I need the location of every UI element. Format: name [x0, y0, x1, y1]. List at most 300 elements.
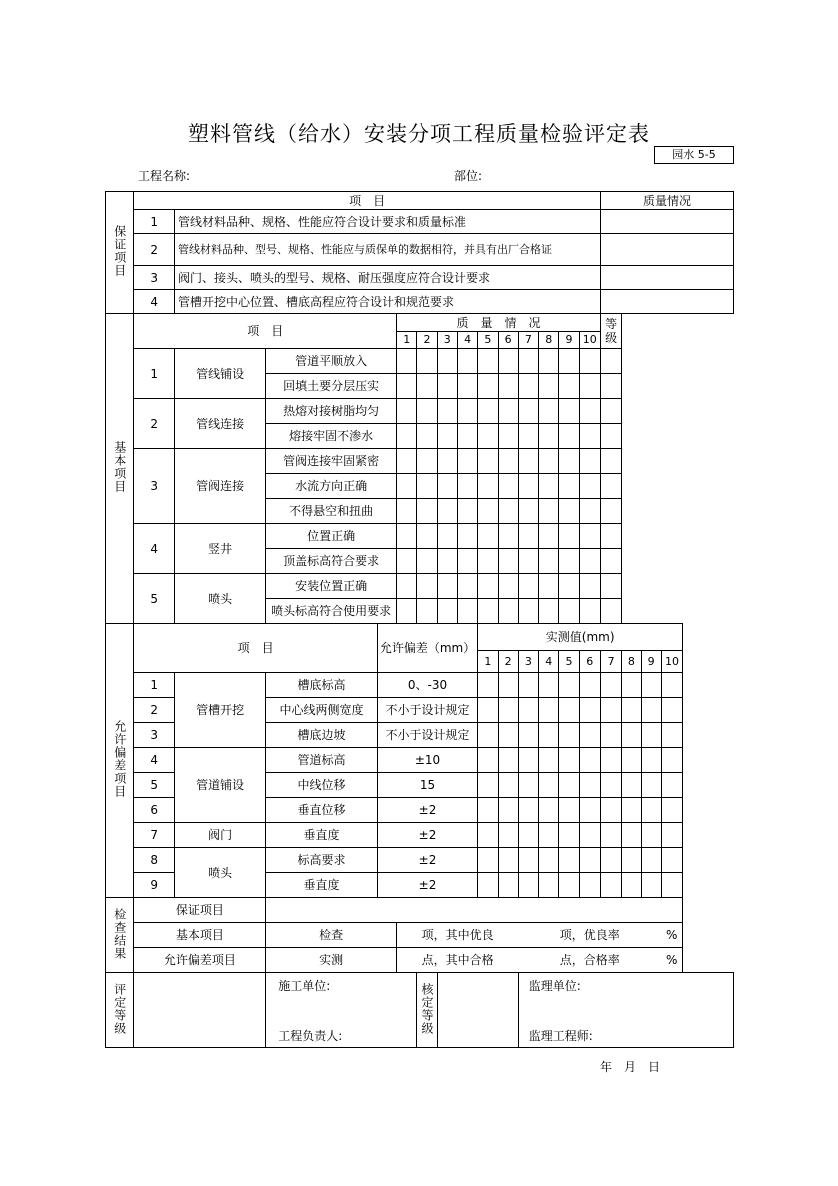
basic-grade-cell[interactable]	[600, 499, 621, 524]
allowable-measured-cell[interactable]	[559, 873, 579, 898]
verify-grade-label	[417, 973, 437, 1048]
allowable-measured-cell[interactable]	[622, 698, 641, 723]
basic-quality-cell[interactable]	[478, 399, 498, 424]
allowable-row-no: 2	[134, 698, 175, 723]
allowable-measured-cell[interactable]	[559, 673, 579, 698]
allowable-tolerance: ±10	[377, 748, 477, 773]
allowable-tolerance: ±2	[377, 823, 477, 848]
allowable-measured-cell[interactable]	[600, 723, 621, 748]
basic-quality-cell[interactable]	[559, 549, 579, 574]
basic-quality-cell[interactable]	[579, 574, 600, 599]
allowable-measured-cell[interactable]	[641, 698, 661, 723]
basic-col-number: 4	[457, 332, 477, 349]
basic-group-name: 管线铺设	[174, 349, 265, 399]
basic-grade-cell[interactable]	[600, 574, 621, 599]
allowable-item: 中心线两侧宽度	[266, 698, 378, 723]
allowable-measured-cell[interactable]	[579, 723, 600, 748]
basic-grade-cell[interactable]	[600, 449, 621, 474]
guarantee-row-text: 管线材料品种、规格、性能应符合设计要求和质量标准	[174, 210, 600, 234]
basic-quality-cell[interactable]	[498, 399, 518, 424]
basic-quality-cell[interactable]	[559, 349, 579, 374]
basic-quality-cell[interactable]	[579, 399, 600, 424]
allowable-measured-cell[interactable]	[622, 823, 641, 848]
basic-quality-cell[interactable]	[559, 474, 579, 499]
allowable-header-measured: 实测值(mm)	[478, 624, 683, 651]
allowable-measured-cell[interactable]	[498, 723, 518, 748]
allowable-measured-cell[interactable]	[539, 823, 559, 848]
basic-quality-cell[interactable]	[437, 549, 457, 574]
basic-quality-cell[interactable]	[579, 599, 600, 624]
section-label: 检查结果	[112, 907, 127, 960]
guarantee-quality-cell[interactable]	[600, 210, 733, 234]
allowable-measured-cell[interactable]	[579, 673, 600, 698]
basic-item: 不得悬空和扭曲	[266, 499, 397, 524]
basic-grade-cell[interactable]	[600, 399, 621, 424]
allowable-measured-cell[interactable]	[518, 798, 538, 823]
results-basic-label: 基本项目	[134, 923, 266, 948]
basic-quality-cell[interactable]	[457, 424, 477, 449]
basic-col-number: 10	[579, 332, 600, 349]
basic-group-name: 管线连接	[174, 399, 265, 449]
allowable-measured-cell[interactable]	[539, 873, 559, 898]
allowable-measured-cell[interactable]	[539, 698, 559, 723]
guarantee-row-text: 阀门、接头、喷头的型号、规格、耐压强度应符合设计要求	[174, 266, 600, 290]
basic-grade-cell[interactable]	[600, 524, 621, 549]
allowable-measured-cell[interactable]	[579, 698, 600, 723]
allowable-measured-cell[interactable]	[641, 773, 661, 798]
basic-quality-cell[interactable]	[498, 599, 518, 624]
basic-quality-cell[interactable]	[539, 474, 559, 499]
basic-quality-cell[interactable]	[579, 549, 600, 574]
allowable-measured-cell[interactable]	[661, 773, 682, 798]
allowable-col-number: 9	[641, 651, 661, 673]
basic-quality-cell[interactable]	[559, 399, 579, 424]
date-label: 年 月 日	[600, 1060, 661, 1074]
allowable-measured-cell[interactable]	[622, 673, 641, 698]
basic-quality-cell[interactable]	[417, 549, 437, 574]
allowable-measured-cell[interactable]	[518, 848, 538, 873]
allowable-measured-cell[interactable]	[518, 773, 538, 798]
basic-quality-cell[interactable]	[397, 599, 417, 624]
results-allow-rate[interactable]: 点，合格率	[518, 948, 661, 973]
basic-quality-cell[interactable]	[457, 574, 477, 599]
guarantee-quality-cell[interactable]	[600, 234, 733, 266]
basic-quality-cell[interactable]	[457, 524, 477, 549]
basic-quality-cell[interactable]	[518, 374, 538, 399]
basic-quality-cell[interactable]	[478, 474, 498, 499]
allowable-measured-cell[interactable]	[478, 673, 498, 698]
basic-quality-cell[interactable]	[478, 574, 498, 599]
basic-quality-cell[interactable]	[518, 549, 538, 574]
basic-quality-cell[interactable]	[539, 599, 559, 624]
basic-quality-cell[interactable]	[397, 574, 417, 599]
basic-quality-cell[interactable]	[579, 349, 600, 374]
basic-quality-cell[interactable]	[417, 449, 437, 474]
basic-col-number: 9	[559, 332, 579, 349]
basic-quality-cell[interactable]	[579, 499, 600, 524]
allowable-col-number: 5	[559, 651, 579, 673]
supervision-engineer-label: 监理工程师:	[528, 1029, 593, 1043]
form-title: 塑料管线（给水）安装分项工程质量检验评定表	[188, 122, 650, 146]
basic-grade-cell[interactable]	[600, 349, 621, 374]
guarantee-row-no: 1	[134, 210, 175, 234]
allowable-col-number: 1	[478, 651, 498, 673]
allowable-measured-cell[interactable]	[478, 723, 498, 748]
allowable-measured-cell[interactable]	[539, 773, 559, 798]
allowable-measured-cell[interactable]	[579, 798, 600, 823]
basic-quality-cell[interactable]	[457, 549, 477, 574]
basic-col-number: 5	[478, 332, 498, 349]
position-label: 部位:	[454, 169, 483, 183]
project-name-label: 工程名称:	[138, 169, 191, 183]
basic-quality-cell[interactable]	[579, 524, 600, 549]
basic-quality-cell[interactable]	[518, 524, 538, 549]
basic-grade-cell[interactable]	[600, 549, 621, 574]
basic-quality-cell[interactable]	[498, 374, 518, 399]
basic-quality-cell[interactable]	[559, 424, 579, 449]
basic-quality-cell[interactable]	[478, 349, 498, 374]
allowable-tolerance: 不小于设计规定	[377, 698, 477, 723]
basic-quality-cell[interactable]	[539, 374, 559, 399]
basic-grade-cell[interactable]	[600, 599, 621, 624]
allowable-measured-cell[interactable]	[579, 848, 600, 873]
basic-quality-cell[interactable]	[478, 374, 498, 399]
basic-quality-cell[interactable]	[539, 574, 559, 599]
allowable-group-name: 喷头	[174, 848, 265, 898]
basic-quality-cell[interactable]	[518, 599, 538, 624]
allowable-tolerance: 15	[377, 773, 477, 798]
allowable-measured-cell[interactable]	[622, 873, 641, 898]
basic-quality-cell[interactable]	[478, 499, 498, 524]
basic-quality-cell[interactable]	[478, 524, 498, 549]
basic-quality-cell[interactable]	[437, 474, 457, 499]
basic-col-number: 8	[539, 332, 559, 349]
allowable-measured-cell[interactable]	[478, 748, 498, 773]
allowable-measured-cell[interactable]	[518, 873, 538, 898]
basic-grade-cell[interactable]	[600, 474, 621, 499]
guarantee-row-no: 2	[134, 234, 175, 266]
basic-quality-cell[interactable]	[457, 399, 477, 424]
allowable-measured-cell[interactable]	[478, 848, 498, 873]
allowable-measured-cell[interactable]	[518, 823, 538, 848]
basic-quality-cell[interactable]	[417, 349, 437, 374]
basic-quality-cell[interactable]	[539, 424, 559, 449]
results-allow-percent: %	[661, 948, 682, 973]
allowable-measured-cell[interactable]	[518, 748, 538, 773]
basic-quality-cell[interactable]	[579, 424, 600, 449]
basic-quality-cell[interactable]	[457, 474, 477, 499]
basic-header-quality: 质 量 情 况	[397, 314, 601, 332]
allowable-measured-cell[interactable]	[559, 723, 579, 748]
allowable-measured-cell[interactable]	[539, 723, 559, 748]
project-manager-label: 工程负责人:	[278, 1029, 343, 1043]
allowable-row-no: 5	[134, 773, 175, 798]
basic-quality-cell[interactable]	[559, 449, 579, 474]
allowable-row-no: 1	[134, 673, 175, 698]
basic-quality-cell[interactable]	[417, 424, 437, 449]
allowable-measured-cell[interactable]	[579, 823, 600, 848]
allowable-row-no: 7	[134, 823, 175, 848]
allowable-measured-cell[interactable]	[559, 848, 579, 873]
allowable-measured-cell[interactable]	[559, 748, 579, 773]
basic-quality-cell[interactable]	[498, 574, 518, 599]
basic-quality-cell[interactable]	[498, 549, 518, 574]
basic-quality-cell[interactable]	[478, 449, 498, 474]
allowable-measured-cell[interactable]	[661, 873, 682, 898]
allowable-measured-cell[interactable]	[478, 873, 498, 898]
basic-quality-cell[interactable]	[518, 449, 538, 474]
basic-quality-cell[interactable]	[437, 424, 457, 449]
basic-quality-cell[interactable]	[579, 474, 600, 499]
allowable-measured-cell[interactable]	[641, 723, 661, 748]
basic-quality-cell[interactable]	[559, 524, 579, 549]
basic-quality-cell[interactable]	[397, 549, 417, 574]
basic-quality-cell[interactable]	[539, 499, 559, 524]
basic-quality-cell[interactable]	[397, 499, 417, 524]
basic-quality-cell[interactable]	[437, 374, 457, 399]
results-allow-pass[interactable]: 点，其中合格	[397, 948, 519, 973]
allowable-measured-cell[interactable]	[641, 848, 661, 873]
basic-quality-cell[interactable]	[417, 499, 437, 524]
allowable-measured-cell[interactable]	[559, 773, 579, 798]
basic-quality-cell[interactable]	[397, 524, 417, 549]
basic-quality-cell[interactable]	[417, 574, 437, 599]
basic-quality-cell[interactable]	[478, 549, 498, 574]
basic-quality-cell[interactable]	[457, 449, 477, 474]
allowable-measured-cell[interactable]	[539, 748, 559, 773]
allowable-header-item: 项 目	[134, 624, 377, 673]
allowable-tolerance: ±2	[377, 798, 477, 823]
basic-item: 管阀连接牢固紧密	[266, 449, 397, 474]
basic-quality-cell[interactable]	[498, 349, 518, 374]
results-allow-label: 允许偏差项目	[134, 948, 266, 973]
allowable-measured-cell[interactable]	[661, 673, 682, 698]
allowable-measured-cell[interactable]	[661, 723, 682, 748]
basic-quality-cell[interactable]	[539, 524, 559, 549]
basic-quality-cell[interactable]	[498, 524, 518, 549]
basic-quality-cell[interactable]	[457, 374, 477, 399]
allowable-measured-cell[interactable]	[559, 698, 579, 723]
verify-grade-cell[interactable]	[437, 973, 518, 1048]
allowable-measured-cell[interactable]	[600, 873, 621, 898]
allowable-measured-cell[interactable]	[661, 848, 682, 873]
allowable-measured-cell[interactable]	[622, 848, 641, 873]
basic-quality-cell[interactable]	[457, 599, 477, 624]
allowable-item: 标高要求	[266, 848, 378, 873]
basic-quality-cell[interactable]	[518, 574, 538, 599]
basic-quality-cell[interactable]	[518, 399, 538, 424]
basic-quality-cell[interactable]	[498, 449, 518, 474]
allowable-item: 槽底标高	[266, 673, 378, 698]
allowable-measured-cell[interactable]	[498, 848, 518, 873]
allowable-measured-cell[interactable]	[600, 773, 621, 798]
basic-grade-cell[interactable]	[600, 374, 621, 399]
allowable-item: 中线位移	[266, 773, 378, 798]
basic-item: 回填土要分层压实	[266, 374, 397, 399]
allowable-measured-cell[interactable]	[600, 848, 621, 873]
basic-quality-cell[interactable]	[498, 499, 518, 524]
basic-quality-cell[interactable]	[417, 374, 437, 399]
allowable-item: 垂直度	[266, 823, 378, 848]
allowable-measured-cell[interactable]	[518, 673, 538, 698]
basic-group-name: 管阀连接	[174, 449, 265, 524]
allowable-measured-cell[interactable]	[478, 698, 498, 723]
basic-quality-cell[interactable]	[579, 449, 600, 474]
allowable-measured-cell[interactable]	[622, 773, 641, 798]
allowable-item: 管道标高	[266, 748, 378, 773]
basic-quality-cell[interactable]	[397, 349, 417, 374]
allowable-measured-cell[interactable]	[661, 798, 682, 823]
basic-group-no: 1	[134, 349, 175, 399]
basic-item: 位置正确	[266, 524, 397, 549]
basic-quality-cell[interactable]	[478, 424, 498, 449]
allowable-section-label	[106, 624, 134, 898]
guarantee-quality-cell[interactable]	[600, 266, 733, 290]
basic-quality-cell[interactable]	[559, 499, 579, 524]
basic-quality-cell[interactable]	[437, 524, 457, 549]
allowable-measured-cell[interactable]	[518, 698, 538, 723]
allowable-measured-cell[interactable]	[539, 798, 559, 823]
allowable-measured-cell[interactable]	[622, 798, 641, 823]
allowable-measured-cell[interactable]	[498, 698, 518, 723]
basic-quality-cell[interactable]	[518, 474, 538, 499]
allowable-measured-cell[interactable]	[478, 773, 498, 798]
section-label: 评定等级	[112, 982, 127, 1035]
basic-quality-cell[interactable]	[539, 449, 559, 474]
allowable-measured-cell[interactable]	[661, 698, 682, 723]
basic-quality-cell[interactable]	[437, 449, 457, 474]
basic-quality-cell[interactable]	[518, 499, 538, 524]
basic-grade-cell[interactable]	[600, 424, 621, 449]
results-allow-measure: 实测	[266, 948, 397, 973]
allowable-measured-cell[interactable]	[498, 773, 518, 798]
allowable-measured-cell[interactable]	[622, 748, 641, 773]
allowable-measured-cell[interactable]	[579, 873, 600, 898]
allowable-col-number: 6	[579, 651, 600, 673]
basic-quality-cell[interactable]	[457, 499, 477, 524]
basic-quality-cell[interactable]	[437, 499, 457, 524]
allowable-measured-cell[interactable]	[600, 698, 621, 723]
basic-item: 喷头标高符合使用要求	[266, 599, 397, 624]
basic-col-number: 7	[518, 332, 538, 349]
allowable-measured-cell[interactable]	[498, 673, 518, 698]
basic-item: 安装位置正确	[266, 574, 397, 599]
allowable-group-name: 阀门	[174, 823, 265, 848]
basic-section-label	[106, 314, 134, 624]
allowable-measured-cell[interactable]	[579, 748, 600, 773]
allowable-tolerance: 0、-30	[377, 673, 477, 698]
basic-quality-cell[interactable]	[579, 374, 600, 399]
basic-quality-cell[interactable]	[397, 449, 417, 474]
basic-quality-cell[interactable]	[417, 524, 437, 549]
allowable-measured-cell[interactable]	[518, 723, 538, 748]
basic-item: 顶盖标高符合要求	[266, 549, 397, 574]
evaluation-grade-cell[interactable]	[134, 973, 266, 1048]
allowable-measured-cell[interactable]	[641, 748, 661, 773]
basic-quality-cell[interactable]	[559, 374, 579, 399]
basic-quality-cell[interactable]	[397, 474, 417, 499]
basic-quality-cell[interactable]	[417, 599, 437, 624]
allowable-measured-cell[interactable]	[539, 848, 559, 873]
basic-quality-cell[interactable]	[518, 424, 538, 449]
basic-quality-cell[interactable]	[498, 474, 518, 499]
basic-quality-cell[interactable]	[397, 374, 417, 399]
basic-quality-cell[interactable]	[417, 474, 437, 499]
basic-quality-cell[interactable]	[437, 349, 457, 374]
allowable-col-number: 10	[661, 651, 682, 673]
allowable-measured-cell[interactable]	[559, 798, 579, 823]
allowable-measured-cell[interactable]	[478, 823, 498, 848]
allowable-measured-cell[interactable]	[600, 823, 621, 848]
allowable-measured-cell[interactable]	[498, 798, 518, 823]
results-guarantee-label: 保证项目	[134, 898, 266, 923]
allowable-measured-cell[interactable]	[622, 723, 641, 748]
basic-quality-cell[interactable]	[559, 599, 579, 624]
results-basic-excellent[interactable]: 项，其中优良	[397, 923, 519, 948]
basic-quality-cell[interactable]	[437, 399, 457, 424]
allowable-measured-cell[interactable]	[641, 798, 661, 823]
section-label: 核定等级	[420, 982, 435, 1035]
basic-quality-cell[interactable]	[417, 399, 437, 424]
construction-sign-cell[interactable]	[266, 973, 417, 1048]
allowable-measured-cell[interactable]	[600, 798, 621, 823]
guarantee-header-quality: 质量情况	[600, 192, 733, 210]
basic-header-grade: 等级	[600, 314, 621, 349]
allowable-measured-cell[interactable]	[641, 673, 661, 698]
basic-item: 管道平顺放入	[266, 349, 397, 374]
basic-quality-cell[interactable]	[539, 399, 559, 424]
basic-quality-cell[interactable]	[559, 574, 579, 599]
allowable-measured-cell[interactable]	[641, 823, 661, 848]
allowable-measured-cell[interactable]	[661, 823, 682, 848]
allowable-measured-cell[interactable]	[498, 873, 518, 898]
supervision-sign-cell[interactable]	[518, 973, 733, 1048]
basic-item: 水流方向正确	[266, 474, 397, 499]
guarantee-quality-cell[interactable]	[600, 290, 733, 314]
evaluation-table	[105, 191, 734, 1048]
allowable-item: 槽底边坡	[266, 723, 378, 748]
allowable-measured-cell[interactable]	[579, 773, 600, 798]
basic-quality-cell[interactable]	[397, 399, 417, 424]
basic-col-number: 3	[437, 332, 457, 349]
allowable-measured-cell[interactable]	[600, 673, 621, 698]
basic-quality-cell[interactable]	[457, 349, 477, 374]
basic-quality-cell[interactable]	[478, 599, 498, 624]
guarantee-row-text: 管线材料品种、型号、规格、性能应与质保单的数据相符，并具有出厂合格证	[174, 234, 600, 266]
allowable-measured-cell[interactable]	[478, 798, 498, 823]
basic-col-number: 2	[417, 332, 437, 349]
basic-quality-cell[interactable]	[539, 349, 559, 374]
basic-quality-cell[interactable]	[518, 349, 538, 374]
basic-quality-cell[interactable]	[437, 599, 457, 624]
allowable-tolerance: ±2	[377, 848, 477, 873]
basic-col-number: 6	[498, 332, 518, 349]
basic-quality-cell[interactable]	[397, 424, 417, 449]
allowable-measured-cell[interactable]	[600, 748, 621, 773]
allowable-measured-cell[interactable]	[498, 823, 518, 848]
allowable-measured-cell[interactable]	[559, 823, 579, 848]
results-guarantee-value[interactable]	[266, 898, 683, 923]
basic-quality-cell[interactable]	[498, 424, 518, 449]
basic-quality-cell[interactable]	[539, 549, 559, 574]
allowable-row-no: 8	[134, 848, 175, 873]
allowable-measured-cell[interactable]	[498, 748, 518, 773]
results-basic-rate[interactable]: 项，优良率	[518, 923, 661, 948]
allowable-measured-cell[interactable]	[539, 673, 559, 698]
allowable-measured-cell[interactable]	[641, 873, 661, 898]
allowable-measured-cell[interactable]	[661, 748, 682, 773]
basic-quality-cell[interactable]	[437, 574, 457, 599]
